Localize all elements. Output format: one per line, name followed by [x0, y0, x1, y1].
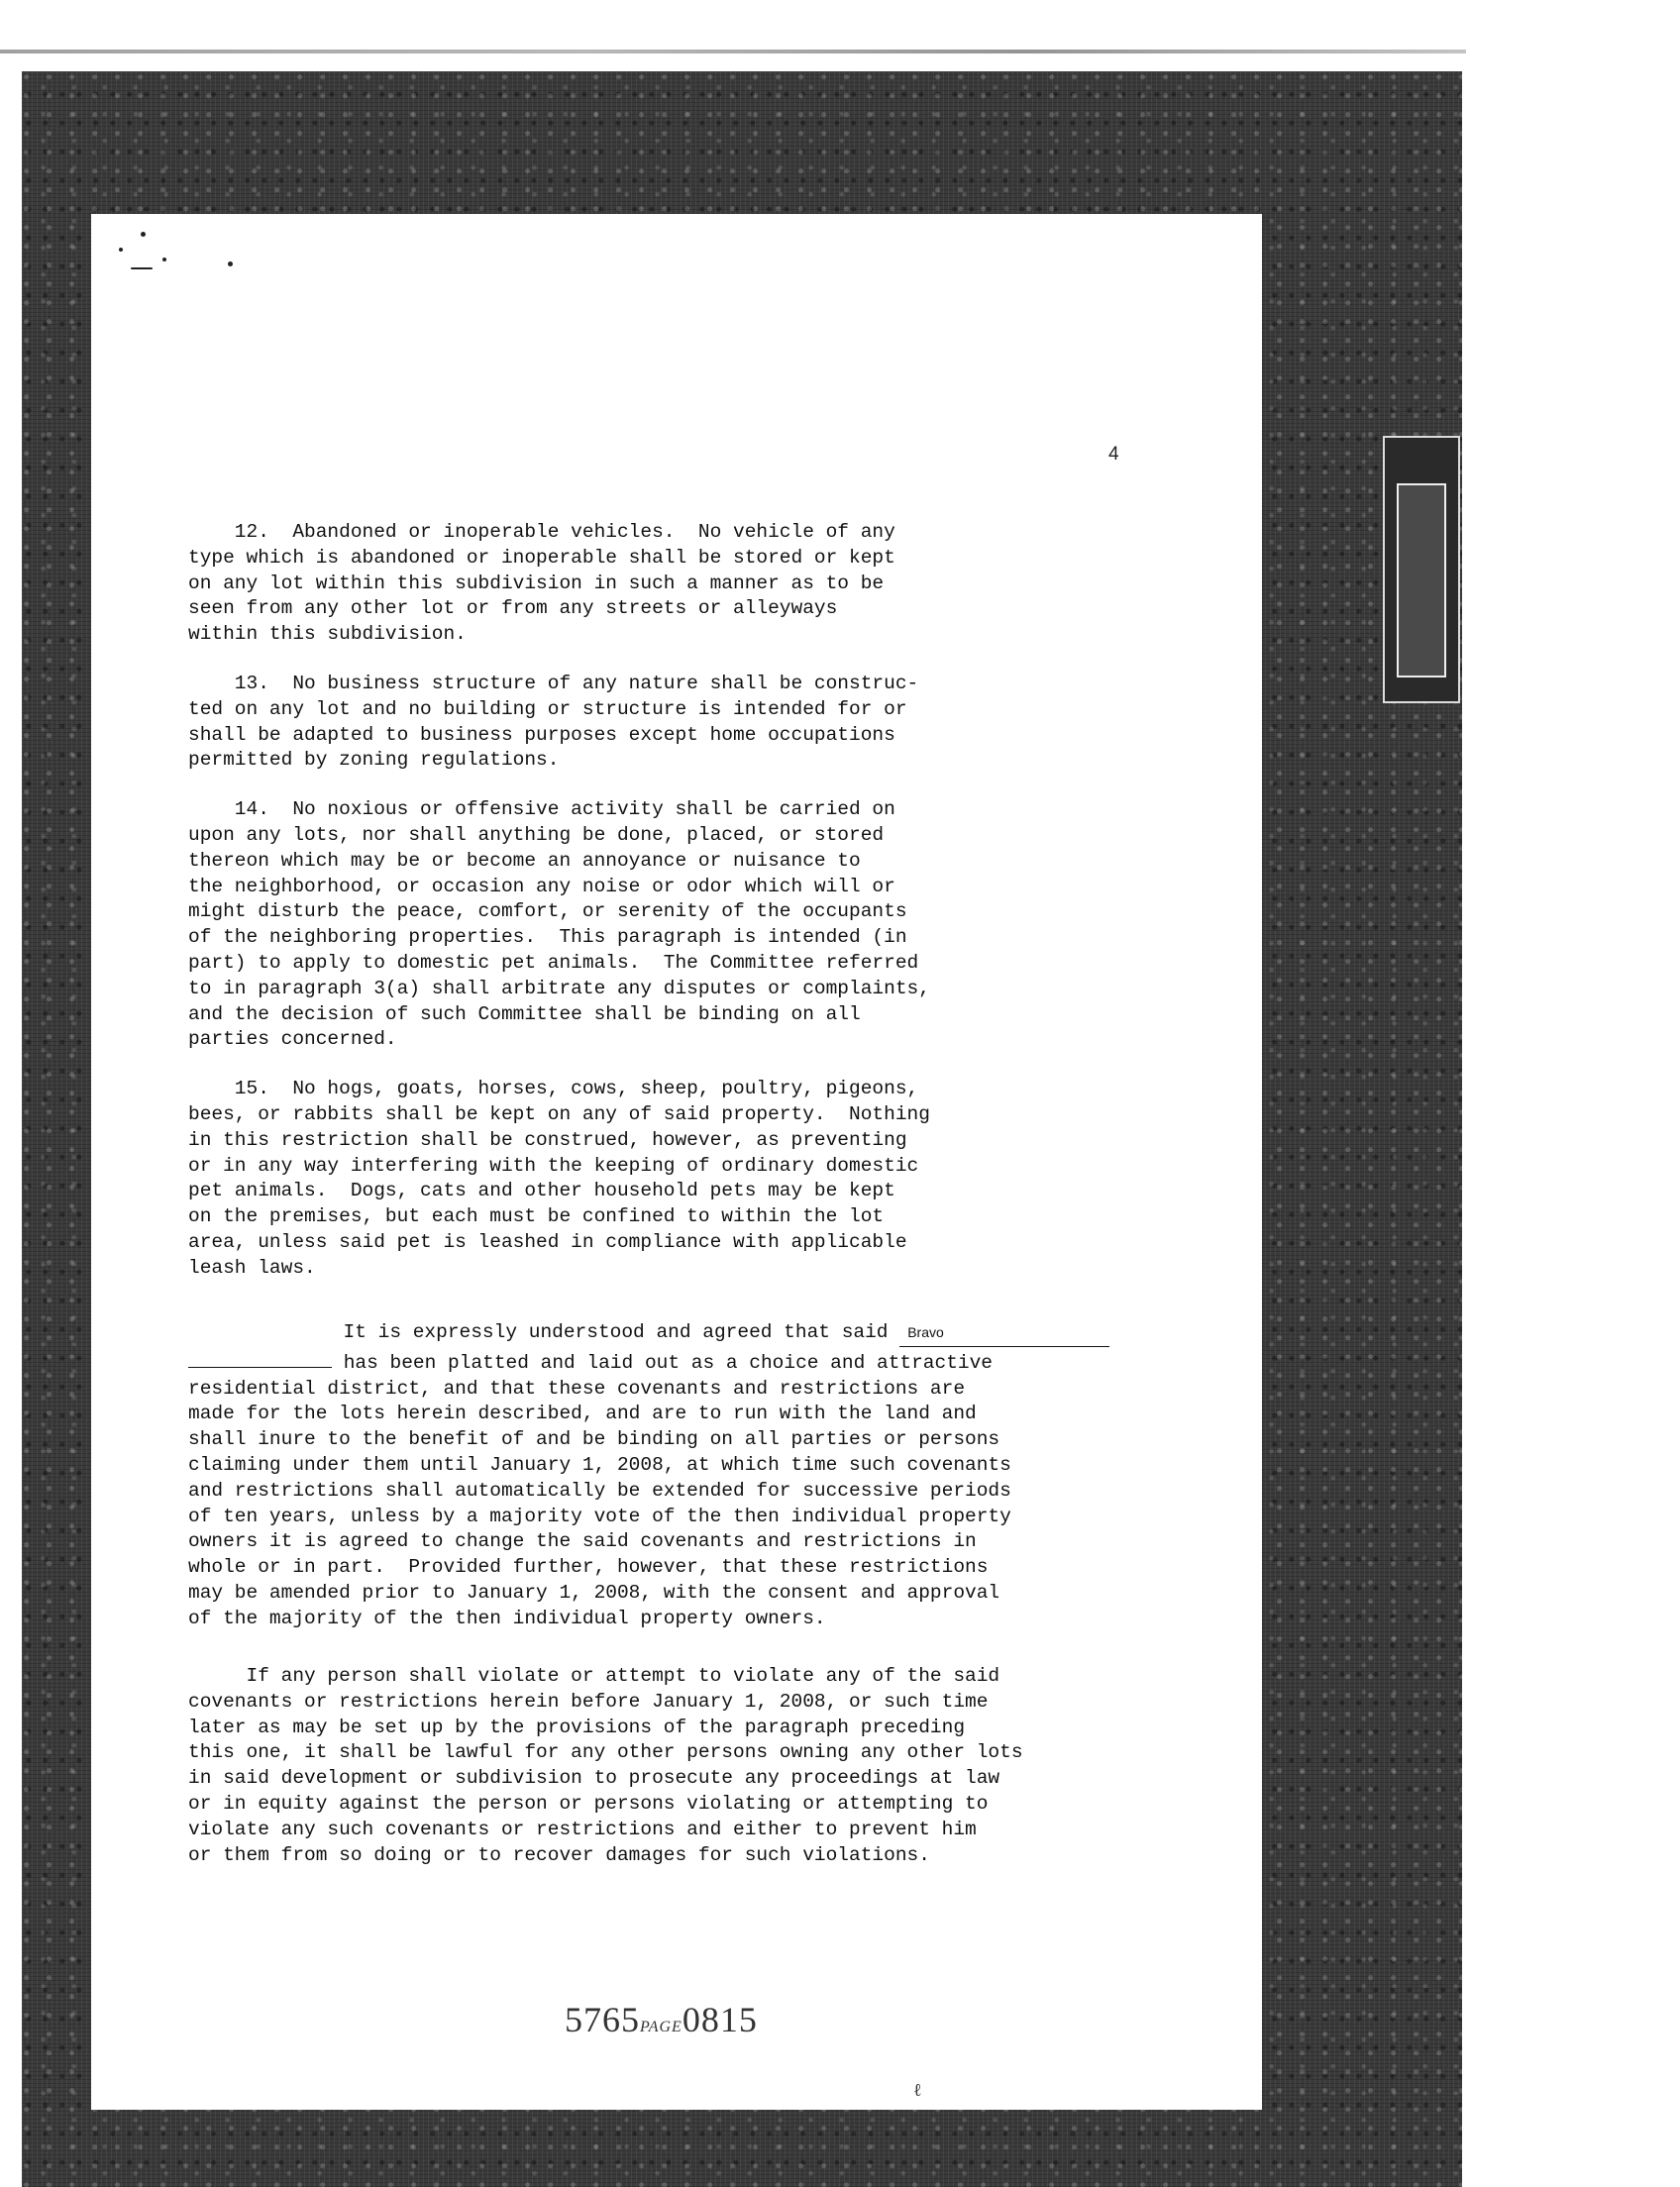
text-line: of the majority of the then individual property owners. — [188, 1607, 826, 1629]
text-line: residential district, and that these covenants and restrictions are — [188, 1377, 966, 1400]
text-line: or them from so doing or to recover damages for such violations. — [188, 1843, 930, 1866]
recording-page: 0815 — [682, 2000, 758, 2039]
text-line: 12. Abandoned or inoperable vehicles. No vehicle of any — [188, 521, 895, 543]
text-line: type which is abandoned or inoperable shall be stored or kept — [188, 546, 895, 569]
text-line: pet animals. Dogs, cats and other household pets may be kept — [188, 1180, 895, 1202]
text-line: part) to apply to domestic pet animals. The Committee referred — [188, 951, 919, 974]
fill-in-blank — [899, 1320, 1109, 1347]
text-line: 13. No business structure of any nature shall be construc- — [188, 672, 919, 694]
text-line: in this restriction shall be construed, however, as preventing — [188, 1128, 907, 1151]
document-body — [188, 520, 1238, 1305]
text-fragment: It is expressly understood and agreed that said — [285, 1321, 900, 1343]
text-line: or in any way interfering with the keeping of ordinary domestic — [188, 1154, 919, 1177]
paragraph-14 — [188, 797, 1238, 1053]
text-line: If any person shall violate or attempt to violate any of the said — [188, 1665, 1000, 1687]
text-line: later as may be set up by the provisions of the paragraph preceding — [188, 1716, 966, 1738]
text-line: upon any lots, nor shall anything be done, placed, or stored — [188, 823, 885, 846]
speck-mark — [131, 267, 153, 269]
recording-stamp — [565, 1999, 758, 2040]
document-tab-inner — [1397, 483, 1446, 677]
speck-mark — [162, 258, 166, 261]
text-line: and the decision of such Committee shall be binding on all — [188, 1002, 861, 1025]
text-line: owners it is agreed to change the said covenants and restrictions in — [188, 1530, 977, 1553]
text-line: this one, it shall be lawful for any other persons owning any other lots — [188, 1741, 1023, 1764]
text-line: violate any such covenants or restrictions and either to prevent him — [188, 1818, 977, 1840]
paragraph-15 — [188, 1077, 1238, 1281]
text-line: and restrictions shall automatically be extended for successive periods — [188, 1479, 1011, 1502]
text-line: whole or in part. Provided further, however, that these restrictions — [188, 1556, 989, 1579]
text-line: seen from any other lot or from any streets or alleyways — [188, 597, 838, 620]
text-line: to in paragraph 3(a) shall arbitrate any disputes or complaints, — [188, 977, 930, 999]
text-line: permitted by zoning regulations. — [188, 749, 560, 772]
text-line: shall inure to the benefit of and be binding on all parties or persons — [188, 1428, 1000, 1451]
text-line: leash laws. — [188, 1256, 316, 1279]
text-line: the neighborhood, or occasion any noise or odor which will or — [188, 875, 895, 897]
text-line: or in equity against the person or persons violating or attempting to — [188, 1792, 989, 1815]
text-line: claiming under them until January 1, 2008, at which time such covenants — [188, 1453, 1011, 1476]
recording-book: 5765 — [565, 2000, 640, 2039]
text-line: 14. No noxious or offensive activity shall be carried on — [188, 798, 895, 821]
text-line: of ten years, unless by a majority vote of the then individual property — [188, 1505, 1011, 1527]
text-line — [188, 1320, 1238, 1347]
text-line: thereon which may be or become an annoyance or nuisance to — [188, 849, 861, 872]
text-line: covenants or restrictions herein before January 1, 2008, or such time — [188, 1690, 989, 1713]
paragraph-13 — [188, 672, 1238, 774]
text-line: might disturb the peace, comfort, or serenity of the occupants — [188, 900, 907, 923]
text-line: 15. No hogs, goats, horses, cows, sheep, poultry, pigeons, — [188, 1078, 919, 1100]
fill-in-value: Bravo — [907, 1324, 944, 1340]
text-line: may be amended prior to January 1, 2008, with the consent and approval — [188, 1581, 1000, 1604]
text-line: of the neighboring properties. This paragraph is intended (in — [188, 926, 907, 949]
page-number: 4 — [1108, 444, 1119, 465]
scan-top-edge — [0, 50, 1466, 53]
text-line: shall be adapted to business purposes except home occupations — [188, 723, 895, 746]
text-line — [188, 1347, 1238, 1377]
paragraph-12 — [188, 520, 1238, 648]
text-line: ted on any lot and no building or structure is intended for or — [188, 697, 907, 720]
text-line: area, unless said pet is leashed in compliance with applicable — [188, 1230, 907, 1253]
text-fragment: has been platted and laid out as a choice and attractive — [332, 1351, 994, 1374]
fill-in-blank — [188, 1347, 332, 1368]
text-line: made for the lots herein described, and are to run with the land and — [188, 1403, 977, 1425]
text-line: within this subdivision. — [188, 623, 467, 646]
speck-mark — [141, 232, 146, 237]
speck-mark — [228, 261, 233, 266]
text-line: bees, or rabbits shall be kept on any of said property. Nothing — [188, 1102, 930, 1125]
text-line: in said development or subdivision to prosecute any proceedings at law — [188, 1767, 1000, 1790]
violation-paragraph — [188, 1664, 1238, 1868]
text-line: on the premises, but each must be confined to within the lot — [188, 1205, 885, 1228]
speck-mark — [119, 248, 123, 252]
handwritten-mark: ℓ — [913, 2080, 922, 2100]
text-line: on any lot within this subdivision in such a manner as to be — [188, 572, 885, 594]
covenant-paragraph — [188, 1320, 1238, 1632]
text-line: parties concerned. — [188, 1028, 397, 1051]
recording-page-label: PAGE — [640, 2019, 682, 2035]
